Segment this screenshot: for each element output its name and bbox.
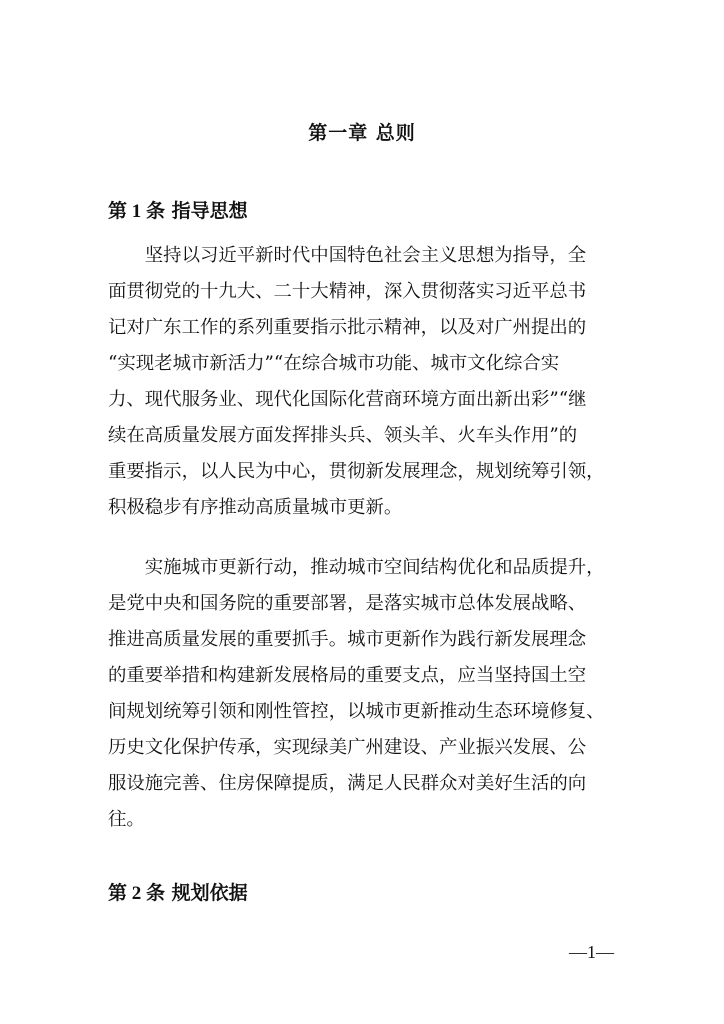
article-1-title: 指导思想 — [171, 200, 248, 222]
article-1-number: 第 1 条 — [108, 201, 166, 222]
article-2-title: 规划依据 — [171, 882, 248, 904]
article-1-heading — [108, 196, 248, 223]
article-2-number: 第 2 条 — [108, 883, 166, 904]
paragraph-line: 续在高质量发展方面发挥排头兵、领头羊、火车头作用”的 — [108, 425, 578, 446]
paragraph-line: 是党中央和国务院的重要部署，是落实城市总体发展战略、 — [108, 593, 587, 614]
paragraph-line: 重要指示，以人民为中心，贯彻新发展理念，规划统筹引领， — [108, 461, 605, 482]
article-2-heading — [108, 878, 248, 905]
paragraph-line: 实施城市更新行动，推动城市空间结构优化和品质提升， — [108, 557, 605, 578]
paragraph-line: 记对广东工作的系列重要指示批示精神，以及对广州提出的 — [108, 317, 587, 338]
paragraph-line: 的重要举措和构建新发展格局的重要支点，应当坚持国土空 — [108, 665, 587, 686]
chapter-title: 第一章 总则 — [308, 122, 416, 144]
paragraph-line: 服设施完善、住房保障提质，满足人民群众对美好生活的向 — [108, 773, 587, 794]
paragraph-line: “实现老城市新活力”“在综合城市功能、城市文化综合实 — [108, 353, 560, 374]
paragraph-line: 积极稳步有序推动高质量城市更新。 — [108, 497, 403, 518]
paragraph-line: 力、现代服务业、现代化国际化营商环境方面出新出彩”“继 — [108, 389, 587, 410]
paragraph-line: 推进高质量发展的重要抓手。城市更新作为践行新发展理念 — [108, 629, 587, 650]
paragraph-line: 间规划统筹引领和刚性管控，以城市更新推动生态环境修复、 — [108, 701, 605, 722]
paragraph-line: 面贯彻党的十九大、二十大精神，深入贯彻落实习近平总书 — [108, 281, 587, 302]
paragraph-line: 历史文化保护传承，实现绿美广州建设、产业振兴发展、公 — [108, 737, 587, 758]
paragraph-line: 坚持以习近平新时代中国特色社会主义思想为指导，全 — [108, 245, 587, 266]
paragraph-line: 往。 — [108, 809, 145, 830]
page-number: —1— — [569, 942, 614, 962]
